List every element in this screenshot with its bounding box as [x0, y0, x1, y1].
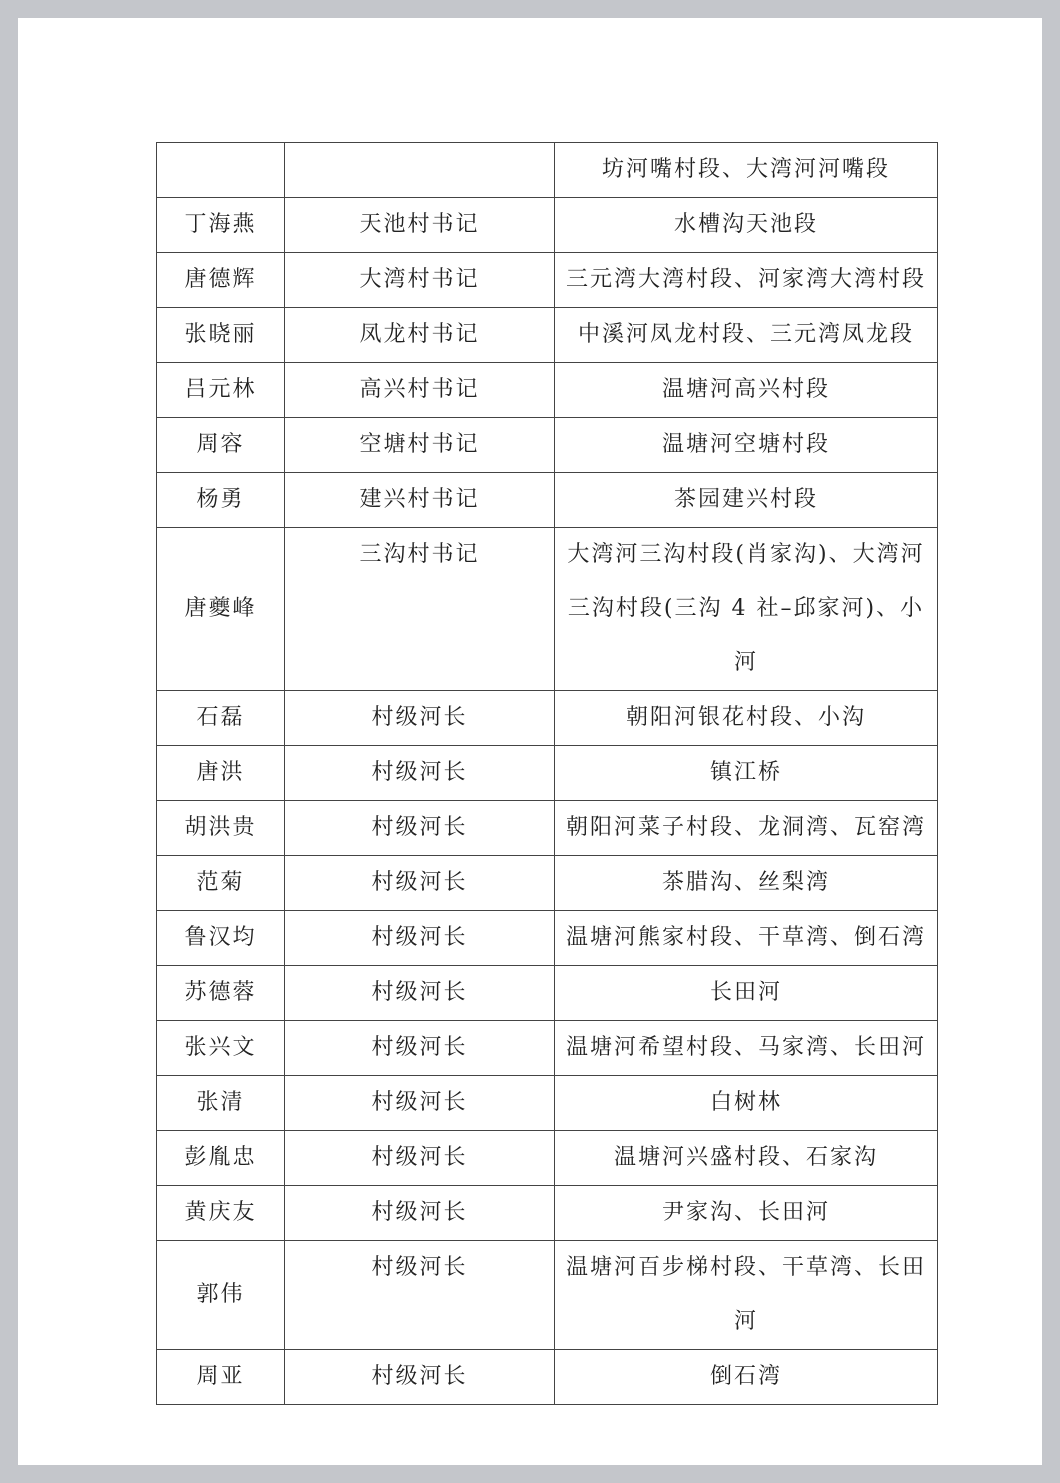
table-row — [157, 363, 938, 418]
title-cell: 村级河长 — [285, 746, 555, 801]
title-cell: 村级河长 — [285, 1021, 555, 1076]
name-cell — [157, 143, 285, 198]
area-cell: 白树林 — [555, 1076, 938, 1131]
document-page — [18, 18, 1042, 1465]
title-cell: 建兴村书记 — [285, 473, 555, 528]
name-cell: 彭胤忠 — [157, 1131, 285, 1186]
title-cell: 大湾村书记 — [285, 253, 555, 308]
area-cell: 中溪河凤龙村段、三元湾凤龙段 — [555, 308, 938, 363]
name-cell: 黄庆友 — [157, 1186, 285, 1241]
table-row — [157, 691, 938, 746]
area-cell: 温塘河兴盛村段、石家沟 — [555, 1131, 938, 1186]
table-row — [157, 308, 938, 363]
table-row — [157, 1076, 938, 1131]
area-cell: 尹家沟、长田河 — [555, 1186, 938, 1241]
table-row — [157, 418, 938, 473]
table-row — [157, 801, 938, 856]
title-cell: 村级河长 — [285, 911, 555, 966]
title-cell: 村级河长 — [285, 801, 555, 856]
area-cell: 温塘河希望村段、马家湾、长田河 — [555, 1021, 938, 1076]
title-cell: 高兴村书记 — [285, 363, 555, 418]
table-row — [157, 1131, 938, 1186]
area-cell: 温塘河熊家村段、干草湾、倒石湾 — [555, 911, 938, 966]
table-row — [157, 1241, 938, 1350]
area-cell: 温塘河空塘村段 — [555, 418, 938, 473]
title-cell: 空塘村书记 — [285, 418, 555, 473]
area-cell: 长田河 — [555, 966, 938, 1021]
name-cell: 张兴文 — [157, 1021, 285, 1076]
area-cell: 水槽沟天池段 — [555, 198, 938, 253]
title-cell: 村级河长 — [285, 856, 555, 911]
title-cell: 村级河长 — [285, 1076, 555, 1131]
title-cell: 村级河长 — [285, 1241, 555, 1350]
name-cell: 唐夔峰 — [157, 528, 285, 691]
table-row — [157, 911, 938, 966]
title-cell: 村级河长 — [285, 1131, 555, 1186]
name-cell: 范菊 — [157, 856, 285, 911]
table-row — [157, 1021, 938, 1076]
name-cell: 周亚 — [157, 1350, 285, 1405]
area-cell: 坊河嘴村段、大湾河河嘴段 — [555, 143, 938, 198]
table-row — [157, 253, 938, 308]
area-cell: 朝阳河菜子村段、龙洞湾、瓦窑湾 — [555, 801, 938, 856]
title-cell: 村级河长 — [285, 691, 555, 746]
name-cell: 杨勇 — [157, 473, 285, 528]
table-row — [157, 473, 938, 528]
name-cell: 张晓丽 — [157, 308, 285, 363]
area-cell: 温塘河百步梯村段、干草湾、长田河 — [555, 1241, 938, 1350]
table-row — [157, 746, 938, 801]
name-cell: 丁海燕 — [157, 198, 285, 253]
name-cell: 唐德辉 — [157, 253, 285, 308]
area-cell: 镇江桥 — [555, 746, 938, 801]
area-cell: 倒石湾 — [555, 1350, 938, 1405]
title-cell: 村级河长 — [285, 1350, 555, 1405]
table-row — [157, 966, 938, 1021]
name-cell: 郭伟 — [157, 1241, 285, 1350]
name-cell: 苏德蓉 — [157, 966, 285, 1021]
title-cell: 天池村书记 — [285, 198, 555, 253]
table-row — [157, 528, 938, 691]
river-chief-table — [156, 142, 938, 1405]
area-cell: 茶腊沟、丝梨湾 — [555, 856, 938, 911]
table-row — [157, 1350, 938, 1405]
title-cell: 三沟村书记 — [285, 528, 555, 691]
title-cell: 村级河长 — [285, 966, 555, 1021]
title-cell: 凤龙村书记 — [285, 308, 555, 363]
title-cell — [285, 143, 555, 198]
area-cell: 温塘河高兴村段 — [555, 363, 938, 418]
table-row — [157, 856, 938, 911]
table-row — [157, 1186, 938, 1241]
name-cell: 吕元林 — [157, 363, 285, 418]
name-cell: 鲁汉均 — [157, 911, 285, 966]
name-cell: 唐洪 — [157, 746, 285, 801]
table-row — [157, 198, 938, 253]
area-cell: 三元湾大湾村段、河家湾大湾村段 — [555, 253, 938, 308]
name-cell: 周容 — [157, 418, 285, 473]
name-cell: 胡洪贵 — [157, 801, 285, 856]
area-cell: 茶园建兴村段 — [555, 473, 938, 528]
name-cell: 张清 — [157, 1076, 285, 1131]
table-row — [157, 143, 938, 198]
area-cell: 朝阳河银花村段、小沟 — [555, 691, 938, 746]
title-cell: 村级河长 — [285, 1186, 555, 1241]
name-cell: 石磊 — [157, 691, 285, 746]
area-cell: 大湾河三沟村段(肖家沟)、大湾河三沟村段(三沟 4 社–邱家河)、小河 — [555, 528, 938, 691]
